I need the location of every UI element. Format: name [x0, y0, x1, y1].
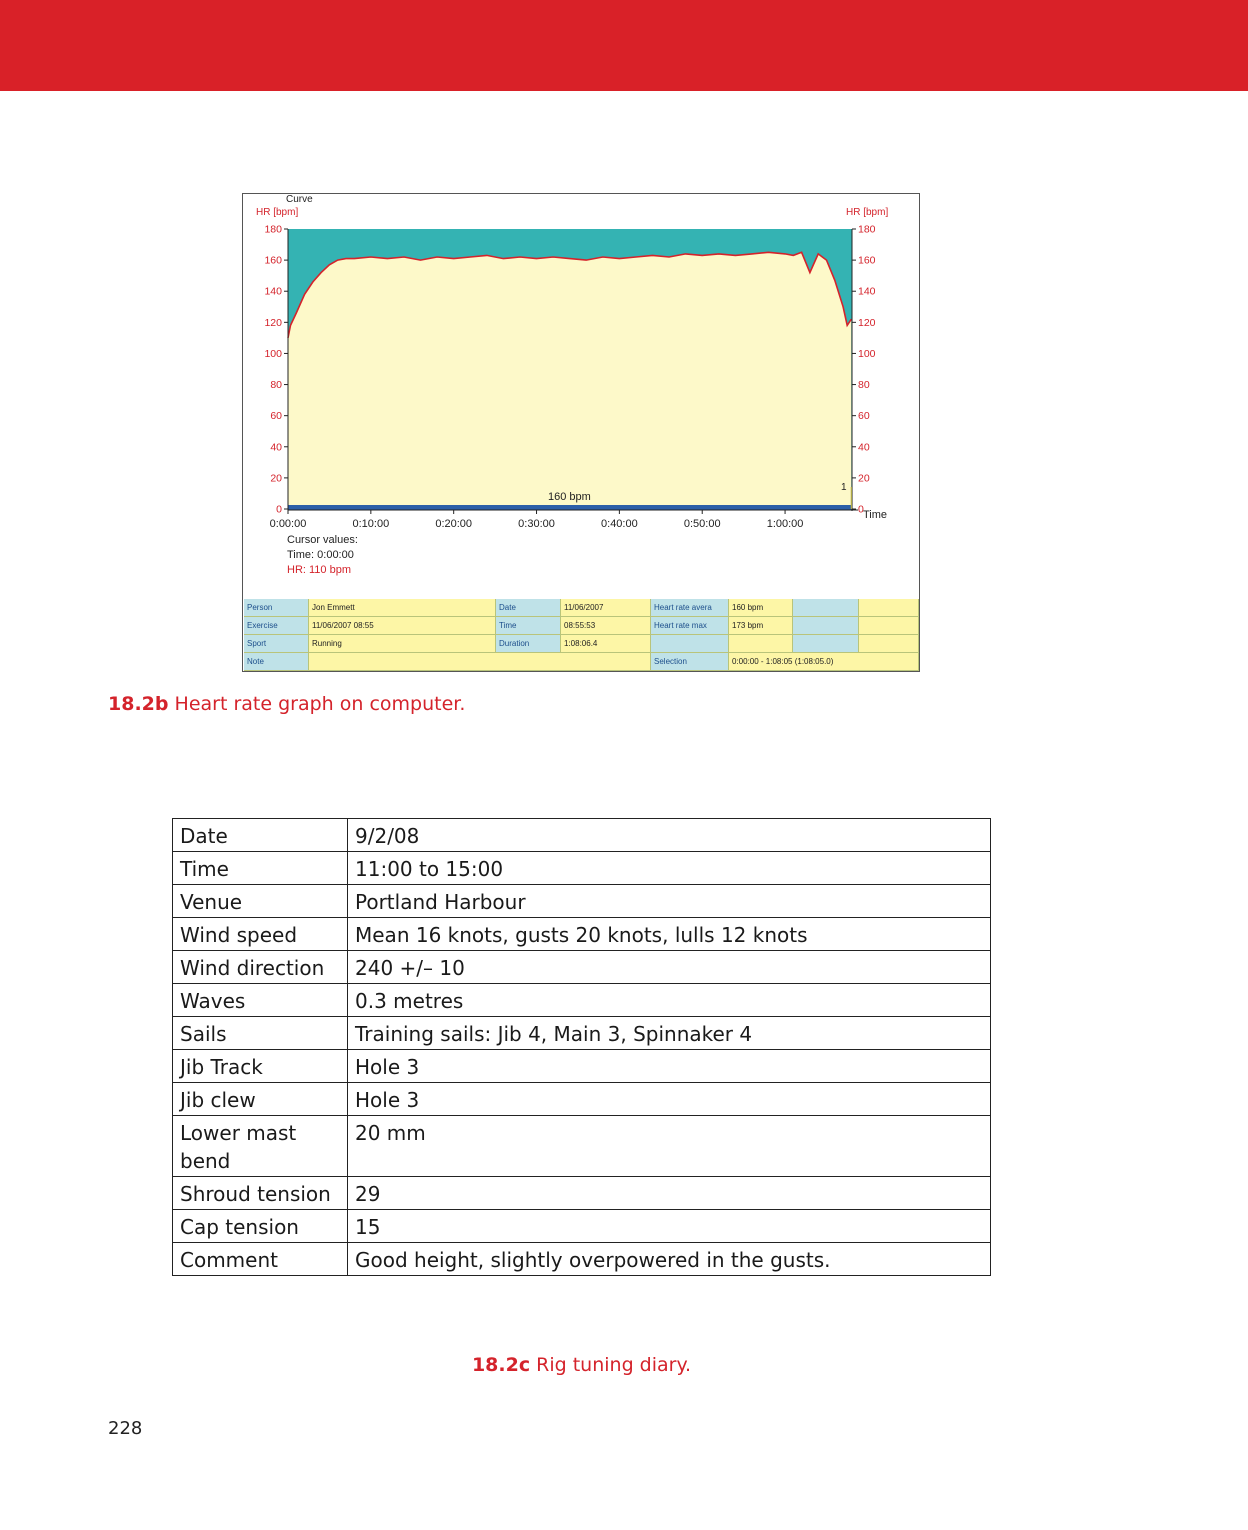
y-tick-label-right: 180 — [858, 223, 876, 236]
diary-value: Portland Harbour — [348, 885, 991, 918]
exercise-value: 11/06/2007 08:55 — [309, 617, 496, 635]
diary-key: Waves — [173, 984, 348, 1017]
table-c-number: 18.2c — [471, 1354, 531, 1376]
diary-key: Lower mast bend — [173, 1116, 348, 1177]
diary-key: Wind speed — [173, 918, 348, 951]
grid-blank — [651, 635, 729, 653]
y-tick-label-right: 20 — [858, 472, 870, 485]
x-tick-label: 0:30:00 — [518, 518, 555, 530]
grid-blank — [859, 617, 919, 635]
diary-row — [173, 1243, 991, 1276]
chart-title: Curve — [286, 194, 313, 205]
diary-key: Cap tension — [173, 1210, 348, 1243]
y-tick-label-right: 60 — [858, 410, 870, 423]
heart-rate-figure — [242, 193, 920, 672]
diary-key: Comment — [173, 1243, 348, 1276]
diary-key: Time — [173, 852, 348, 885]
hr-avg-value: 160 bpm — [729, 599, 793, 617]
diary-value: 20 mm — [348, 1116, 991, 1177]
grid-blank — [859, 635, 919, 653]
y-tick-label-left: 80 — [270, 379, 282, 392]
y-tick-label-left: 160 — [264, 254, 282, 267]
grid-blank — [793, 635, 859, 653]
diary-value: Mean 16 knots, gusts 20 knots, lulls 12 knots — [348, 918, 991, 951]
person-label: Person — [244, 599, 309, 617]
figure-b-caption — [108, 693, 465, 715]
x-tick-label: 0:10:00 — [352, 518, 390, 530]
grid-blank — [793, 617, 859, 635]
left-axis-label: HR [bpm] — [256, 207, 299, 218]
y-tick-label-left: 20 — [270, 472, 282, 485]
diary-row — [173, 984, 991, 1017]
x-tick-label: 1:00:00 — [766, 518, 804, 530]
y-tick-label-right: 140 — [858, 285, 876, 298]
duration-label: Duration — [496, 635, 561, 653]
diary-row — [173, 819, 991, 852]
duration-value: 1:08:06.4 — [561, 635, 651, 653]
time-axis-label: Time — [863, 509, 888, 521]
y-tick-label-left: 180 — [264, 223, 282, 236]
diary-key: Shroud tension — [173, 1177, 348, 1210]
date-value: 11/06/2007 — [561, 599, 651, 617]
hr-area — [288, 252, 851, 509]
y-tick-label-right: 0 — [858, 503, 864, 516]
person-value: Jon Emmett — [309, 599, 496, 617]
time-label: Time — [496, 617, 561, 635]
exercise-label: Exercise — [244, 617, 309, 635]
diary-key: Wind direction — [173, 951, 348, 984]
note-value — [309, 653, 651, 671]
diary-value: Training sails: Jib 4, Main 3, Spinnaker 4 — [348, 1017, 991, 1050]
diary-value: 9/2/08 — [348, 819, 991, 852]
diary-value: Hole 3 — [348, 1050, 991, 1083]
diary-row — [173, 885, 991, 918]
table-c-caption — [0, 1354, 1163, 1376]
exercise-info-grid — [244, 599, 919, 671]
diary-value: 15 — [348, 1210, 991, 1243]
page-number: 228 — [108, 1418, 143, 1439]
diary-value: 240 +/– 10 — [348, 951, 991, 984]
cursor-hr: HR: 110 bpm — [287, 564, 351, 576]
y-tick-label-left: 40 — [270, 441, 282, 454]
sport-value: Running — [309, 635, 496, 653]
diary-key: Jib clew — [173, 1083, 348, 1116]
grid-blank — [859, 599, 919, 617]
diary-row — [173, 852, 991, 885]
diary-row — [173, 951, 991, 984]
diary-row — [173, 1210, 991, 1243]
y-tick-label-right: 100 — [858, 347, 876, 360]
selection-label: Selection — [651, 653, 729, 671]
diary-row — [173, 1083, 991, 1116]
y-tick-label-right: 160 — [858, 254, 876, 267]
diary-value: 29 — [348, 1177, 991, 1210]
diary-row — [173, 918, 991, 951]
right-axis-label: HR [bpm] — [846, 207, 889, 218]
hr-max-label: Heart rate max — [651, 617, 729, 635]
table-c-text: Rig tuning diary. — [536, 1354, 692, 1376]
date-label: Date — [496, 599, 561, 617]
x-tick-label: 0:50:00 — [683, 518, 721, 530]
cursor-time: Time: 0:00:00 — [287, 549, 354, 561]
y-tick-label-right: 80 — [858, 379, 870, 392]
rig-tuning-diary-table — [172, 818, 991, 1276]
x-tick-label: 0:20:00 — [435, 518, 473, 530]
diary-row — [173, 1050, 991, 1083]
hr-avg-label: Heart rate avera — [651, 599, 729, 617]
y-tick-label-left: 120 — [264, 316, 282, 329]
diary-row — [173, 1177, 991, 1210]
average-band — [288, 505, 852, 510]
cursor-values — [287, 533, 358, 578]
diary-value: 0.3 metres — [348, 984, 991, 1017]
y-tick-label-left: 60 — [270, 410, 282, 423]
diary-row — [173, 1017, 991, 1050]
figure-b-text: Heart rate graph on computer. — [174, 693, 466, 715]
header-band — [0, 0, 1248, 91]
diary-key: Venue — [173, 885, 348, 918]
diary-key: Sails — [173, 1017, 348, 1050]
x-tick-label: 0:00:00 — [269, 518, 307, 530]
grid-blank — [793, 599, 859, 617]
y-tick-label-left: 140 — [264, 285, 282, 298]
marker-label: 1 — [841, 482, 847, 493]
time-value: 08:55:53 — [561, 617, 651, 635]
y-tick-label-left: 100 — [264, 347, 282, 360]
note-label: Note — [244, 653, 309, 671]
diary-row — [173, 1116, 991, 1177]
diary-key: Date — [173, 819, 348, 852]
x-tick-label: 0:40:00 — [601, 518, 638, 530]
cursor-heading: Cursor values: — [287, 534, 358, 546]
figure-b-number: 18.2b — [108, 693, 169, 715]
y-tick-label-left: 0 — [276, 503, 282, 516]
grid-blank — [729, 635, 793, 653]
sport-label: Sport — [244, 635, 309, 653]
diary-value: 11:00 to 15:00 — [348, 852, 991, 885]
hr-max-value: 173 bpm — [729, 617, 793, 635]
diary-value: Good height, slightly overpowered in the gusts. — [348, 1243, 991, 1276]
y-tick-label-right: 40 — [858, 441, 870, 454]
average-band-label: 160 bpm — [548, 491, 591, 503]
diary-key: Jib Track — [173, 1050, 348, 1083]
diary-value: Hole 3 — [348, 1083, 991, 1116]
y-tick-label-right: 120 — [858, 316, 876, 329]
selection-value: 0:00:00 - 1:08:05 (1:08:05.0) — [729, 653, 919, 671]
